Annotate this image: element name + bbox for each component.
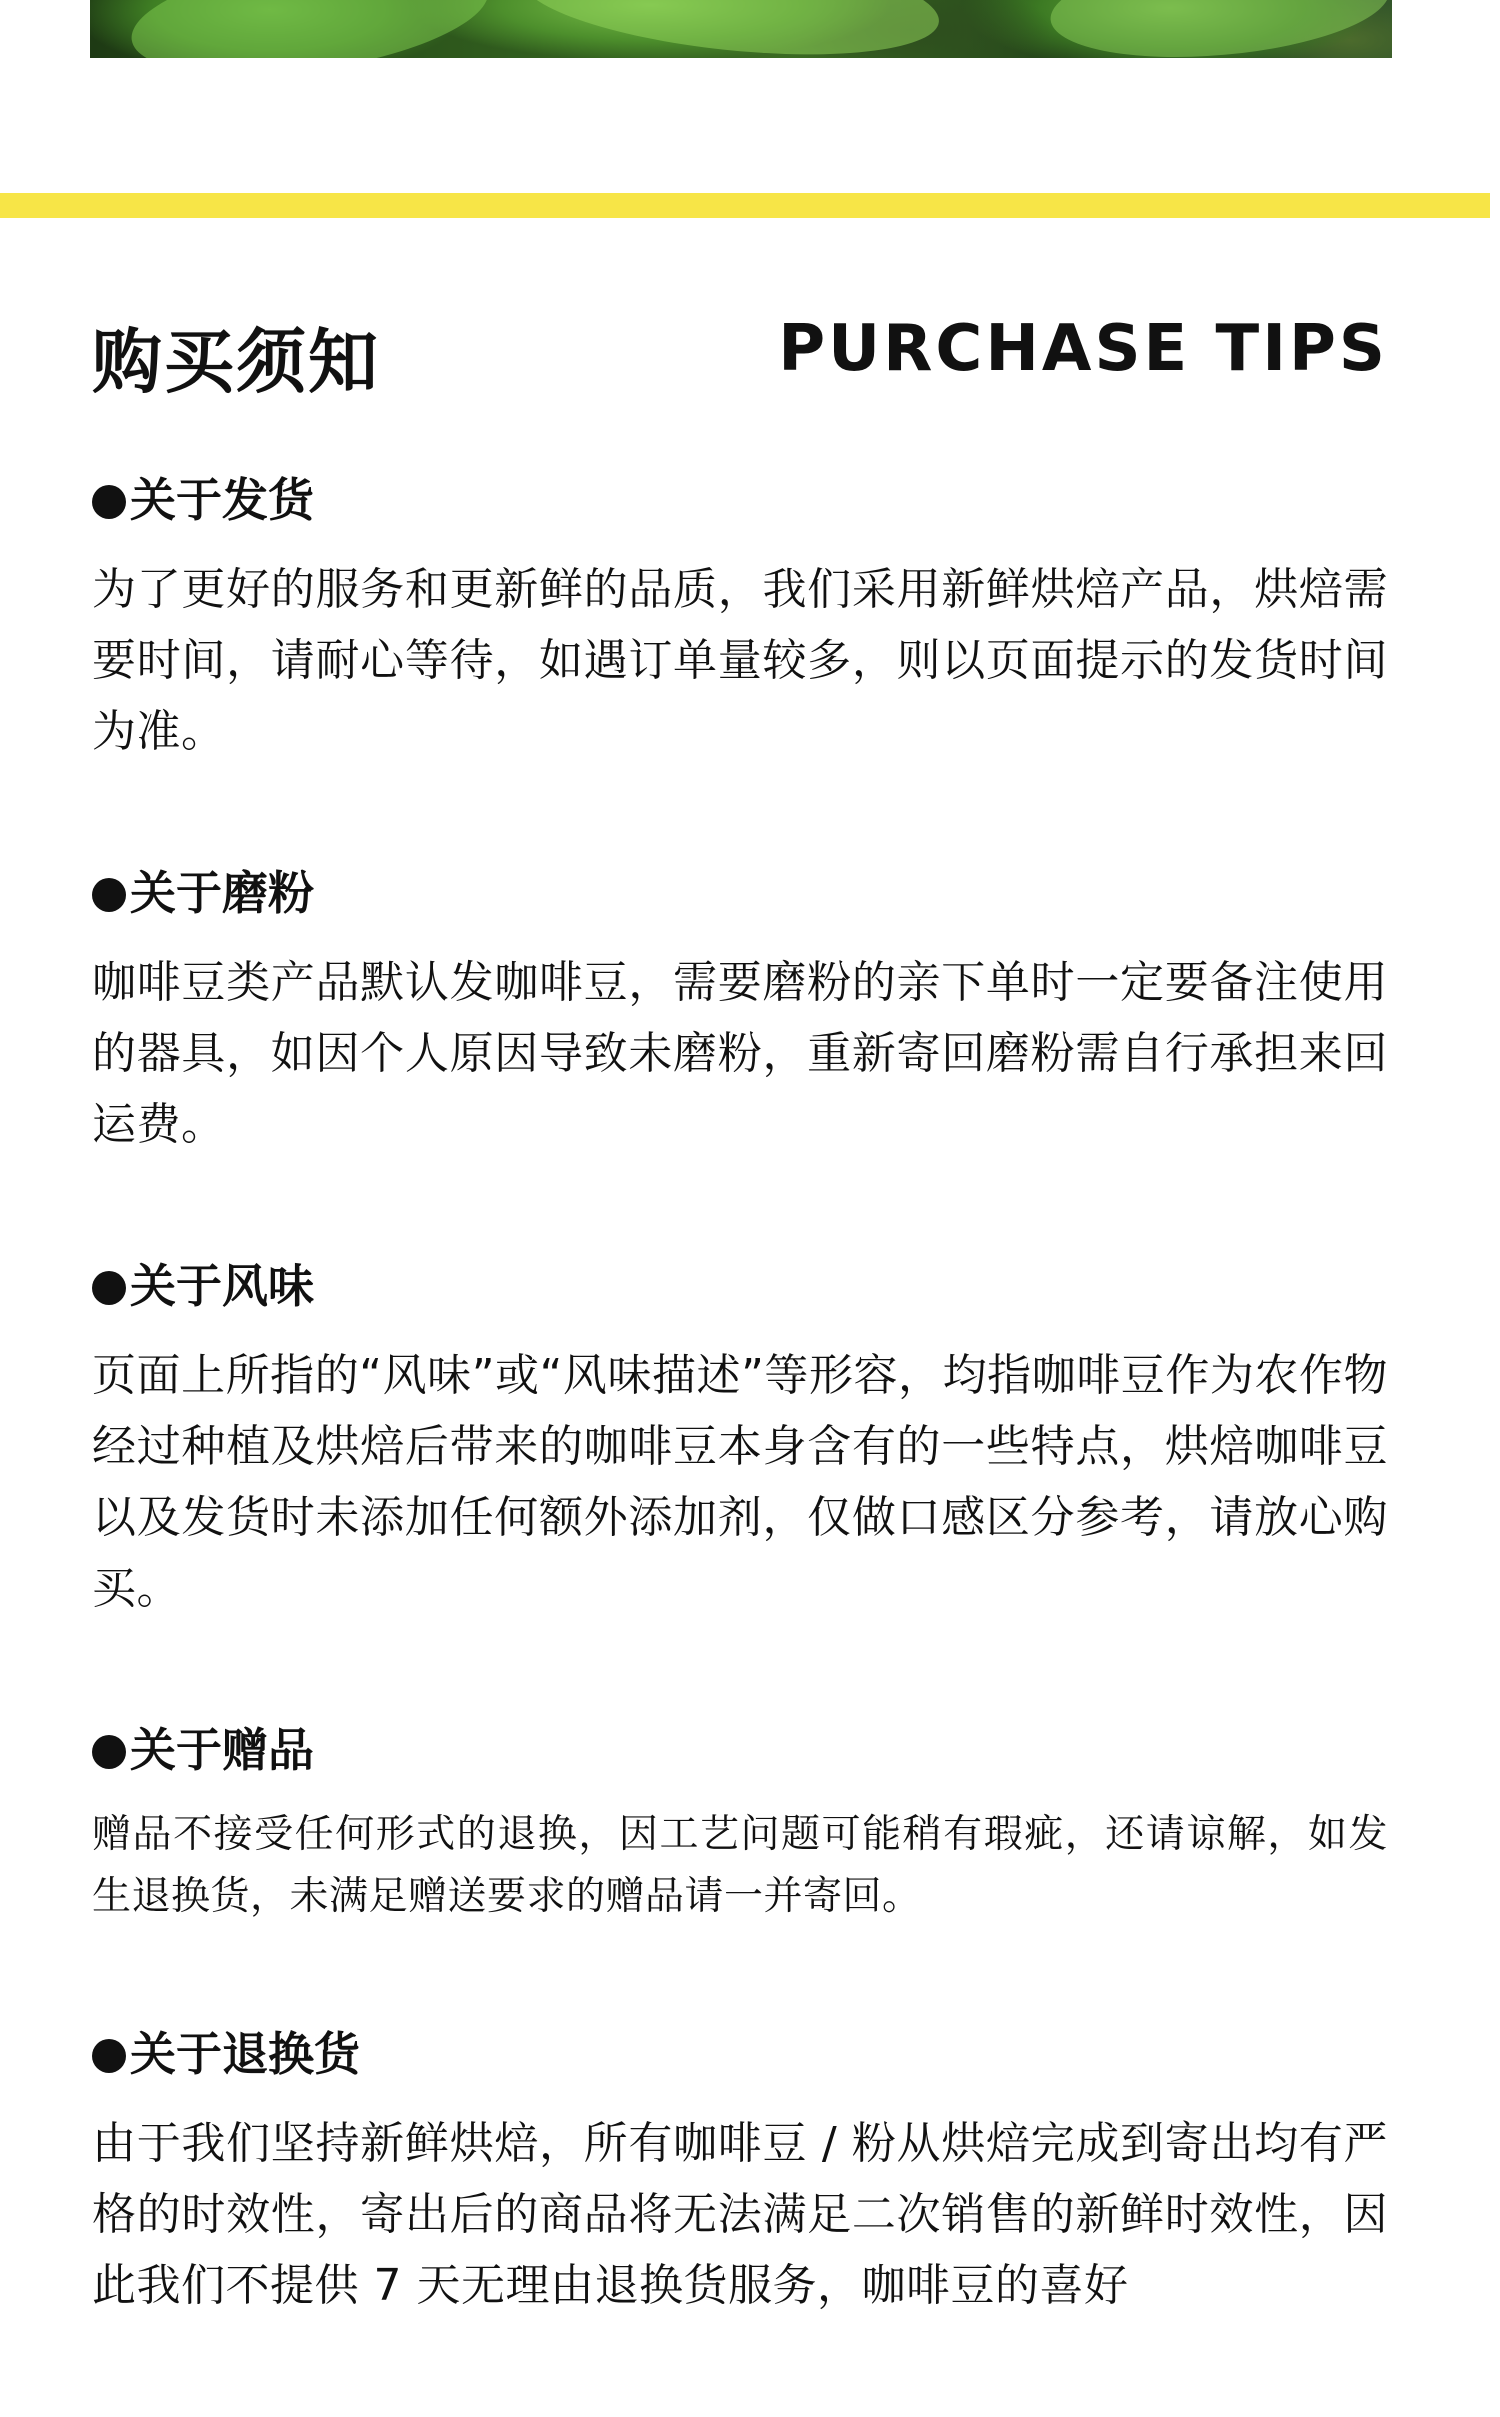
page-title-cn: 购买须知: [92, 321, 380, 403]
bullet-icon: [92, 2039, 126, 2073]
bullet-icon: [92, 485, 126, 519]
tip-shipping: [92, 470, 1388, 767]
tip-body: 咖啡豆类产品默认发咖啡豆，需要磨粉的亲下单时一定要备注使用的器具，如因个人原因导致未磨粉，重新寄回磨粉需自行承担来回运费。: [92, 957, 1388, 1150]
tip-body: 赠品不接受任何形式的退换，因工艺问题可能稍有瑕疵，还请谅解，如发生退换货，未满足赠送要求的赠品请一并寄回。: [92, 1812, 1388, 1919]
tip-title-text: 关于风味: [130, 1259, 314, 1313]
tip-body: 由于我们坚持新鲜烘焙，所有咖啡豆 / 粉从烘焙完成到寄出均有严格的时效性，寄出后的商品将无法满足二次销售的新鲜时效性，因此我们不提供 7 天无理由退换货服务，咖啡豆的喜好: [92, 2118, 1388, 2311]
bullet-icon: [92, 1271, 126, 1305]
tip-title-text: 关于发货: [130, 473, 314, 527]
tips-list: [92, 470, 1388, 2417]
leaf-decoration: [124, 0, 496, 58]
section-header: [92, 300, 1388, 403]
tip-gifts: [92, 1720, 1388, 1928]
tip-returns: [92, 2024, 1388, 2321]
tip-title-text: 关于磨粉: [130, 866, 314, 920]
tip-title: [92, 2024, 1388, 2084]
hero-image: [90, 0, 1392, 58]
tip-title-text: 关于赠品: [130, 1723, 314, 1777]
tip-flavor: [92, 1256, 1388, 1624]
tip-body: 页面上所指的“风味”或“风味描述”等形容，均指咖啡豆作为农作物经过种植及烘焙后带来的咖啡豆本身含有的一些特点，烘焙咖啡豆以及发货时未添加任何额外添加剂，仅做口感区分参考，请放心购买。: [92, 1350, 1388, 1614]
tip-grinding: [92, 863, 1388, 1160]
tip-title: [92, 863, 1388, 923]
bullet-icon: [92, 878, 126, 912]
leaf-decoration: [516, 0, 944, 58]
tip-title-text: 关于退换货: [130, 2027, 360, 2081]
tip-body: 为了更好的服务和更新鲜的品质，我们采用新鲜烘焙产品，烘焙需要时间，请耐心等待，如遇订单量较多，则以页面提示的发货时间为准。: [92, 564, 1388, 757]
tip-title: [92, 1720, 1388, 1780]
accent-divider: [0, 193, 1490, 218]
bullet-icon: [92, 1735, 126, 1769]
page-title-en: PURCHASE TIPS: [778, 312, 1388, 386]
leaf-decoration: [1046, 0, 1392, 58]
tip-title: [92, 1256, 1388, 1316]
tip-title: [92, 470, 1388, 530]
